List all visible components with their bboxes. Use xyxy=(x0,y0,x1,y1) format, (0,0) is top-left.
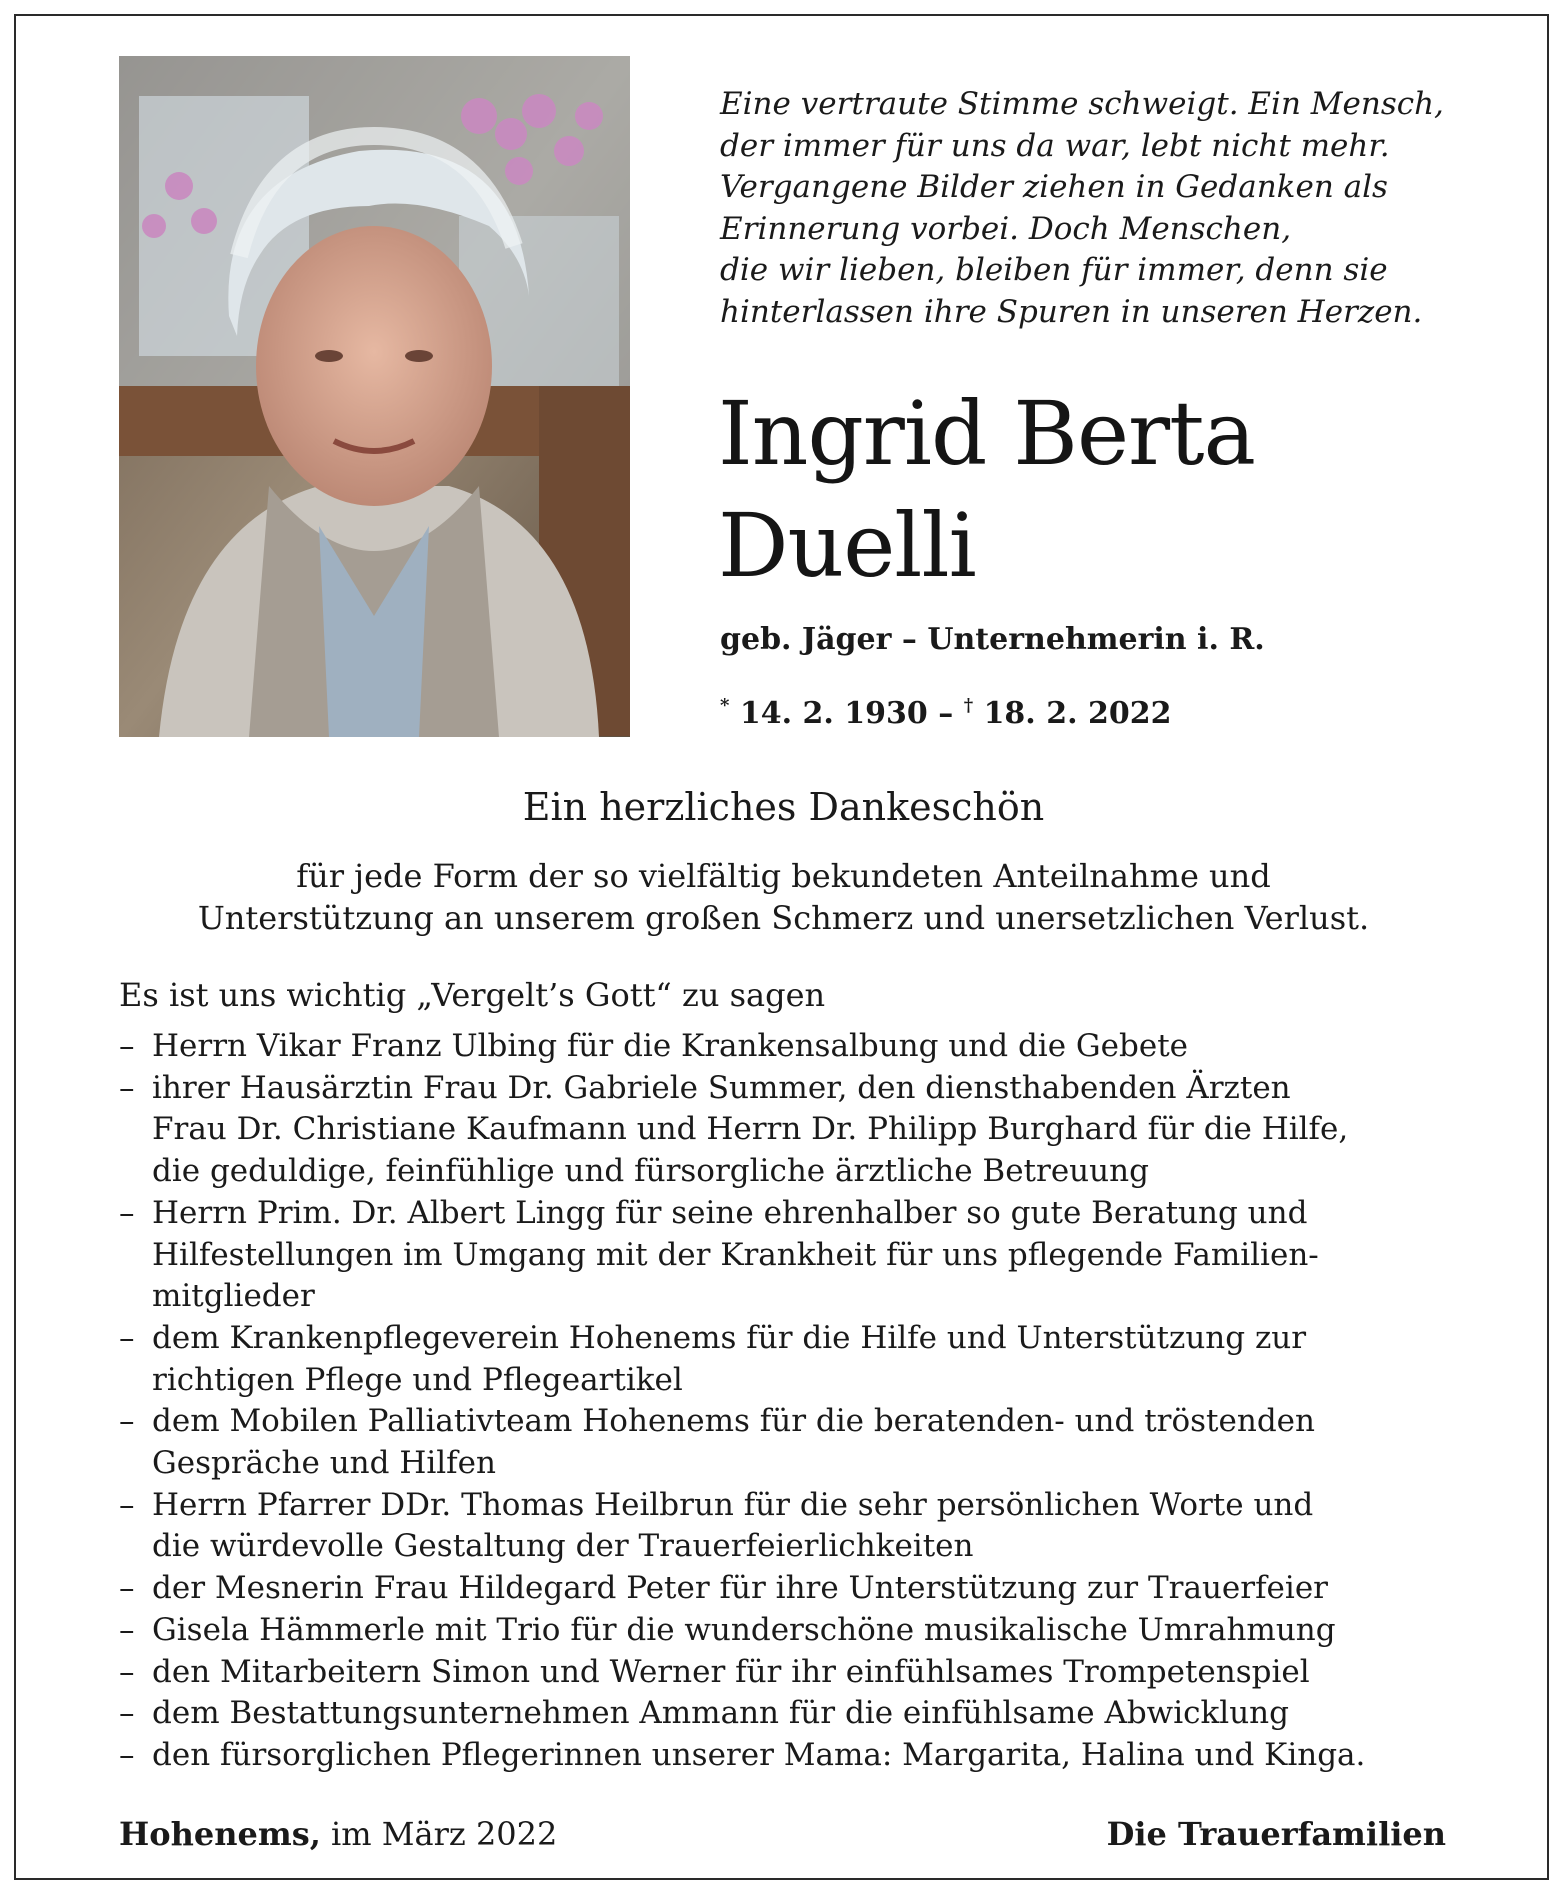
acknowledgement-line: den fürsorglichen Pflegerinnen unserer Mama: Margarita, Halina und Kinga. xyxy=(152,1736,1366,1773)
acknowledgement-item xyxy=(119,1652,1449,1694)
acknowledgement-line: dem Krankenpflegeverein Hohenems für die Hilfe und Unterstützung zur xyxy=(152,1319,1307,1356)
acknowledgement-item xyxy=(119,1485,1449,1568)
acknowledgement-line: dem Mobilen Palliativteam Hohenems für die beratenden- und tröstenden xyxy=(152,1403,1315,1440)
acknowledgement-line: Herrn Prim. Dr. Albert Lingg für seine ehrenhalber so gute Beratung und xyxy=(152,1194,1308,1231)
verse-line: Erinnerung vorbei. Doch Menschen, xyxy=(720,210,1292,247)
acknowledgement-item xyxy=(119,1026,1449,1068)
acknowledgement-line: Gisela Hämmerle mit Trio für die wunderschöne musikalische Umrahmung xyxy=(152,1611,1336,1648)
acknowledgement-item xyxy=(119,1568,1449,1610)
acknowledgement-item xyxy=(119,1610,1449,1652)
birth-date: 14. 2. 1930 xyxy=(739,696,928,731)
place: Hohenems, xyxy=(119,1815,321,1853)
acknowledgement-item xyxy=(119,1735,1449,1777)
acknowledgement-line: mitglieder xyxy=(152,1278,315,1315)
acknowledgement-intro: Es ist uns wichtig „Vergelt’s Gott“ zu sagen xyxy=(119,976,826,1014)
thanks-text xyxy=(0,855,1567,939)
verse-line: Vergangene Bilder ziehen in Gedanken als xyxy=(720,169,1388,205)
deceased-name xyxy=(718,378,1518,602)
deceased-first-names: Ingrid Berta xyxy=(718,382,1255,485)
acknowledgement-list xyxy=(119,1026,1449,1777)
death-symbol: † xyxy=(963,695,974,716)
acknowledgement-line: Hilfestellungen im Umgang mit der Krankheit für uns pflegende Familien- xyxy=(152,1236,1319,1273)
portrait-photo xyxy=(119,56,630,737)
life-dates xyxy=(720,695,1171,731)
list-dash: – xyxy=(119,1695,135,1732)
list-dash: – xyxy=(119,1319,135,1356)
list-dash: – xyxy=(119,1736,135,1773)
deceased-last-name: Duelli xyxy=(718,494,976,597)
acknowledgement-line: den Mitarbeitern Simon und Werner für ihr einfühlsames Trompetenspiel xyxy=(152,1653,1310,1690)
birth-symbol: * xyxy=(720,695,730,716)
list-dash: – xyxy=(119,1611,135,1648)
thanks-text-line: für jede Form der so vielfältig bekundeten Anteilnahme und xyxy=(296,857,1271,895)
acknowledgement-line: Herrn Vikar Franz Ulbing für die Krankensalbung und die Gebete xyxy=(152,1028,1189,1064)
list-dash: – xyxy=(119,1028,135,1064)
verse-line: die wir lieben, bleiben für immer, denn sie xyxy=(720,252,1388,288)
verse-line: der immer für uns da war, lebt nicht mehr. xyxy=(720,127,1390,164)
thanks-heading: Ein herzliches Dankeschön xyxy=(522,785,1045,829)
memorial-verse xyxy=(720,84,1480,333)
list-dash: – xyxy=(119,1486,135,1523)
verse-line: Eine vertraute Stimme schweigt. Ein Mensch, xyxy=(720,86,1444,122)
maiden-name-profession: geb. Jäger – Unternehmerin i. R. xyxy=(720,622,1265,657)
acknowledgement-line: dem Bestattungsunternehmen Ammann für die einfühlsame Abwicklung xyxy=(152,1695,1289,1732)
notice-date: im März 2022 xyxy=(331,1815,558,1853)
acknowledgement-item xyxy=(119,1693,1449,1735)
acknowledgement-line: Frau Dr. Christiane Kaufmann und Herrn Dr. Philipp Burghard für die Hilfe, xyxy=(152,1111,1349,1148)
date-separator: – xyxy=(938,696,954,731)
place-and-date xyxy=(119,1815,557,1853)
acknowledgement-line: richtigen Pflege und Pflegeartikel xyxy=(152,1361,683,1398)
acknowledgement-line: ihrer Hausärztin Frau Dr. Gabriele Summer, den diensthabenden Ärzten xyxy=(152,1069,1291,1106)
verse-line: hinterlassen ihre Spuren in unseren Herzen. xyxy=(720,293,1423,330)
thanks-text-line: Unterstützung an unserem großen Schmerz und unersetzlichen Verlust. xyxy=(197,899,1370,937)
acknowledgement-line: Herrn Pfarrer DDr. Thomas Heilbrun für die sehr persönlichen Worte und xyxy=(152,1486,1314,1523)
acknowledgement-item xyxy=(119,1318,1449,1401)
death-date: 18. 2. 2022 xyxy=(983,696,1172,731)
list-dash: – xyxy=(119,1653,135,1690)
portrait-illustration xyxy=(119,56,630,737)
acknowledgement-line: die würdevolle Gestaltung der Trauerfeierlichkeiten xyxy=(152,1528,974,1565)
acknowledgement-item xyxy=(119,1401,1449,1484)
list-dash: – xyxy=(119,1570,135,1607)
acknowledgement-line: die geduldige, feinfühlige und fürsorgliche ärztliche Betreuung xyxy=(152,1153,1149,1190)
acknowledgement-item xyxy=(119,1193,1449,1318)
acknowledgement-item xyxy=(119,1068,1449,1193)
acknowledgement-line: Gespräche und Hilfen xyxy=(152,1445,496,1482)
acknowledgement-line: der Mesnerin Frau Hildegard Peter für ihre Unterstützung zur Trauerfeier xyxy=(152,1570,1328,1607)
list-dash: – xyxy=(119,1069,135,1106)
signature: Die Trauerfamilien xyxy=(1106,1815,1446,1853)
list-dash: – xyxy=(119,1194,135,1231)
list-dash: – xyxy=(119,1403,135,1440)
